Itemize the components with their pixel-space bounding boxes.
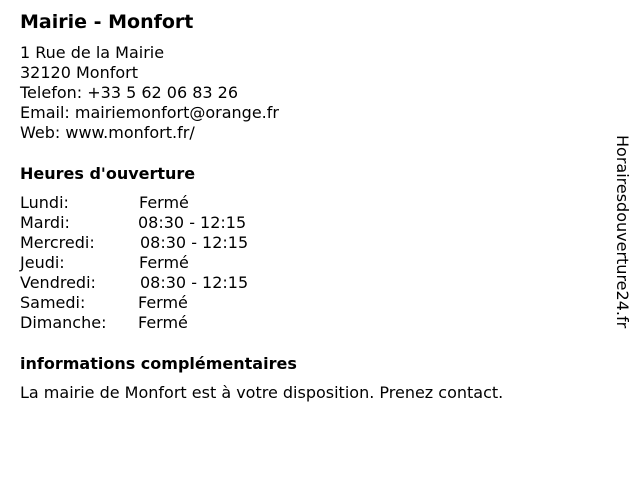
day-label: Vendredi: [20,273,96,292]
hours-value: 08:30 - 12:15 [138,213,247,232]
hours-value: 08:30 - 12:15 [140,273,249,292]
info-text: La mairie de Monfort est à votre disposition. Prenez contact. [20,383,504,402]
page-title: Mairie - Monfort [20,11,194,33]
day-label: Dimanche: [20,313,107,332]
day-label: Mercredi: [20,233,95,252]
hours-value: 08:30 - 12:15 [140,233,249,252]
side-watermark-label: Horairesdouverture24.fr [613,135,632,329]
info-heading: informations complémentaires [20,354,297,373]
city-postal: 32120 Monfort [20,63,138,82]
email-address: Email: mairiemonfort@orange.fr [20,103,279,122]
day-label: Samedi: [20,293,86,312]
day-label: Jeudi: [20,253,65,272]
website: Web: www.monfort.fr/ [20,123,195,142]
hours-value: Fermé [139,253,189,272]
hours-heading: Heures d'ouverture [20,164,196,183]
phone-number: Telefon: +33 5 62 06 83 26 [20,83,239,102]
address-block [20,43,279,143]
hours-value: Fermé [138,313,188,332]
day-label: Mardi: [20,213,70,232]
hours-value: Fermé [139,193,189,212]
street-address: 1 Rue de la Mairie [20,43,165,62]
day-label: Lundi: [20,193,69,212]
hours-value: Fermé [138,293,188,312]
